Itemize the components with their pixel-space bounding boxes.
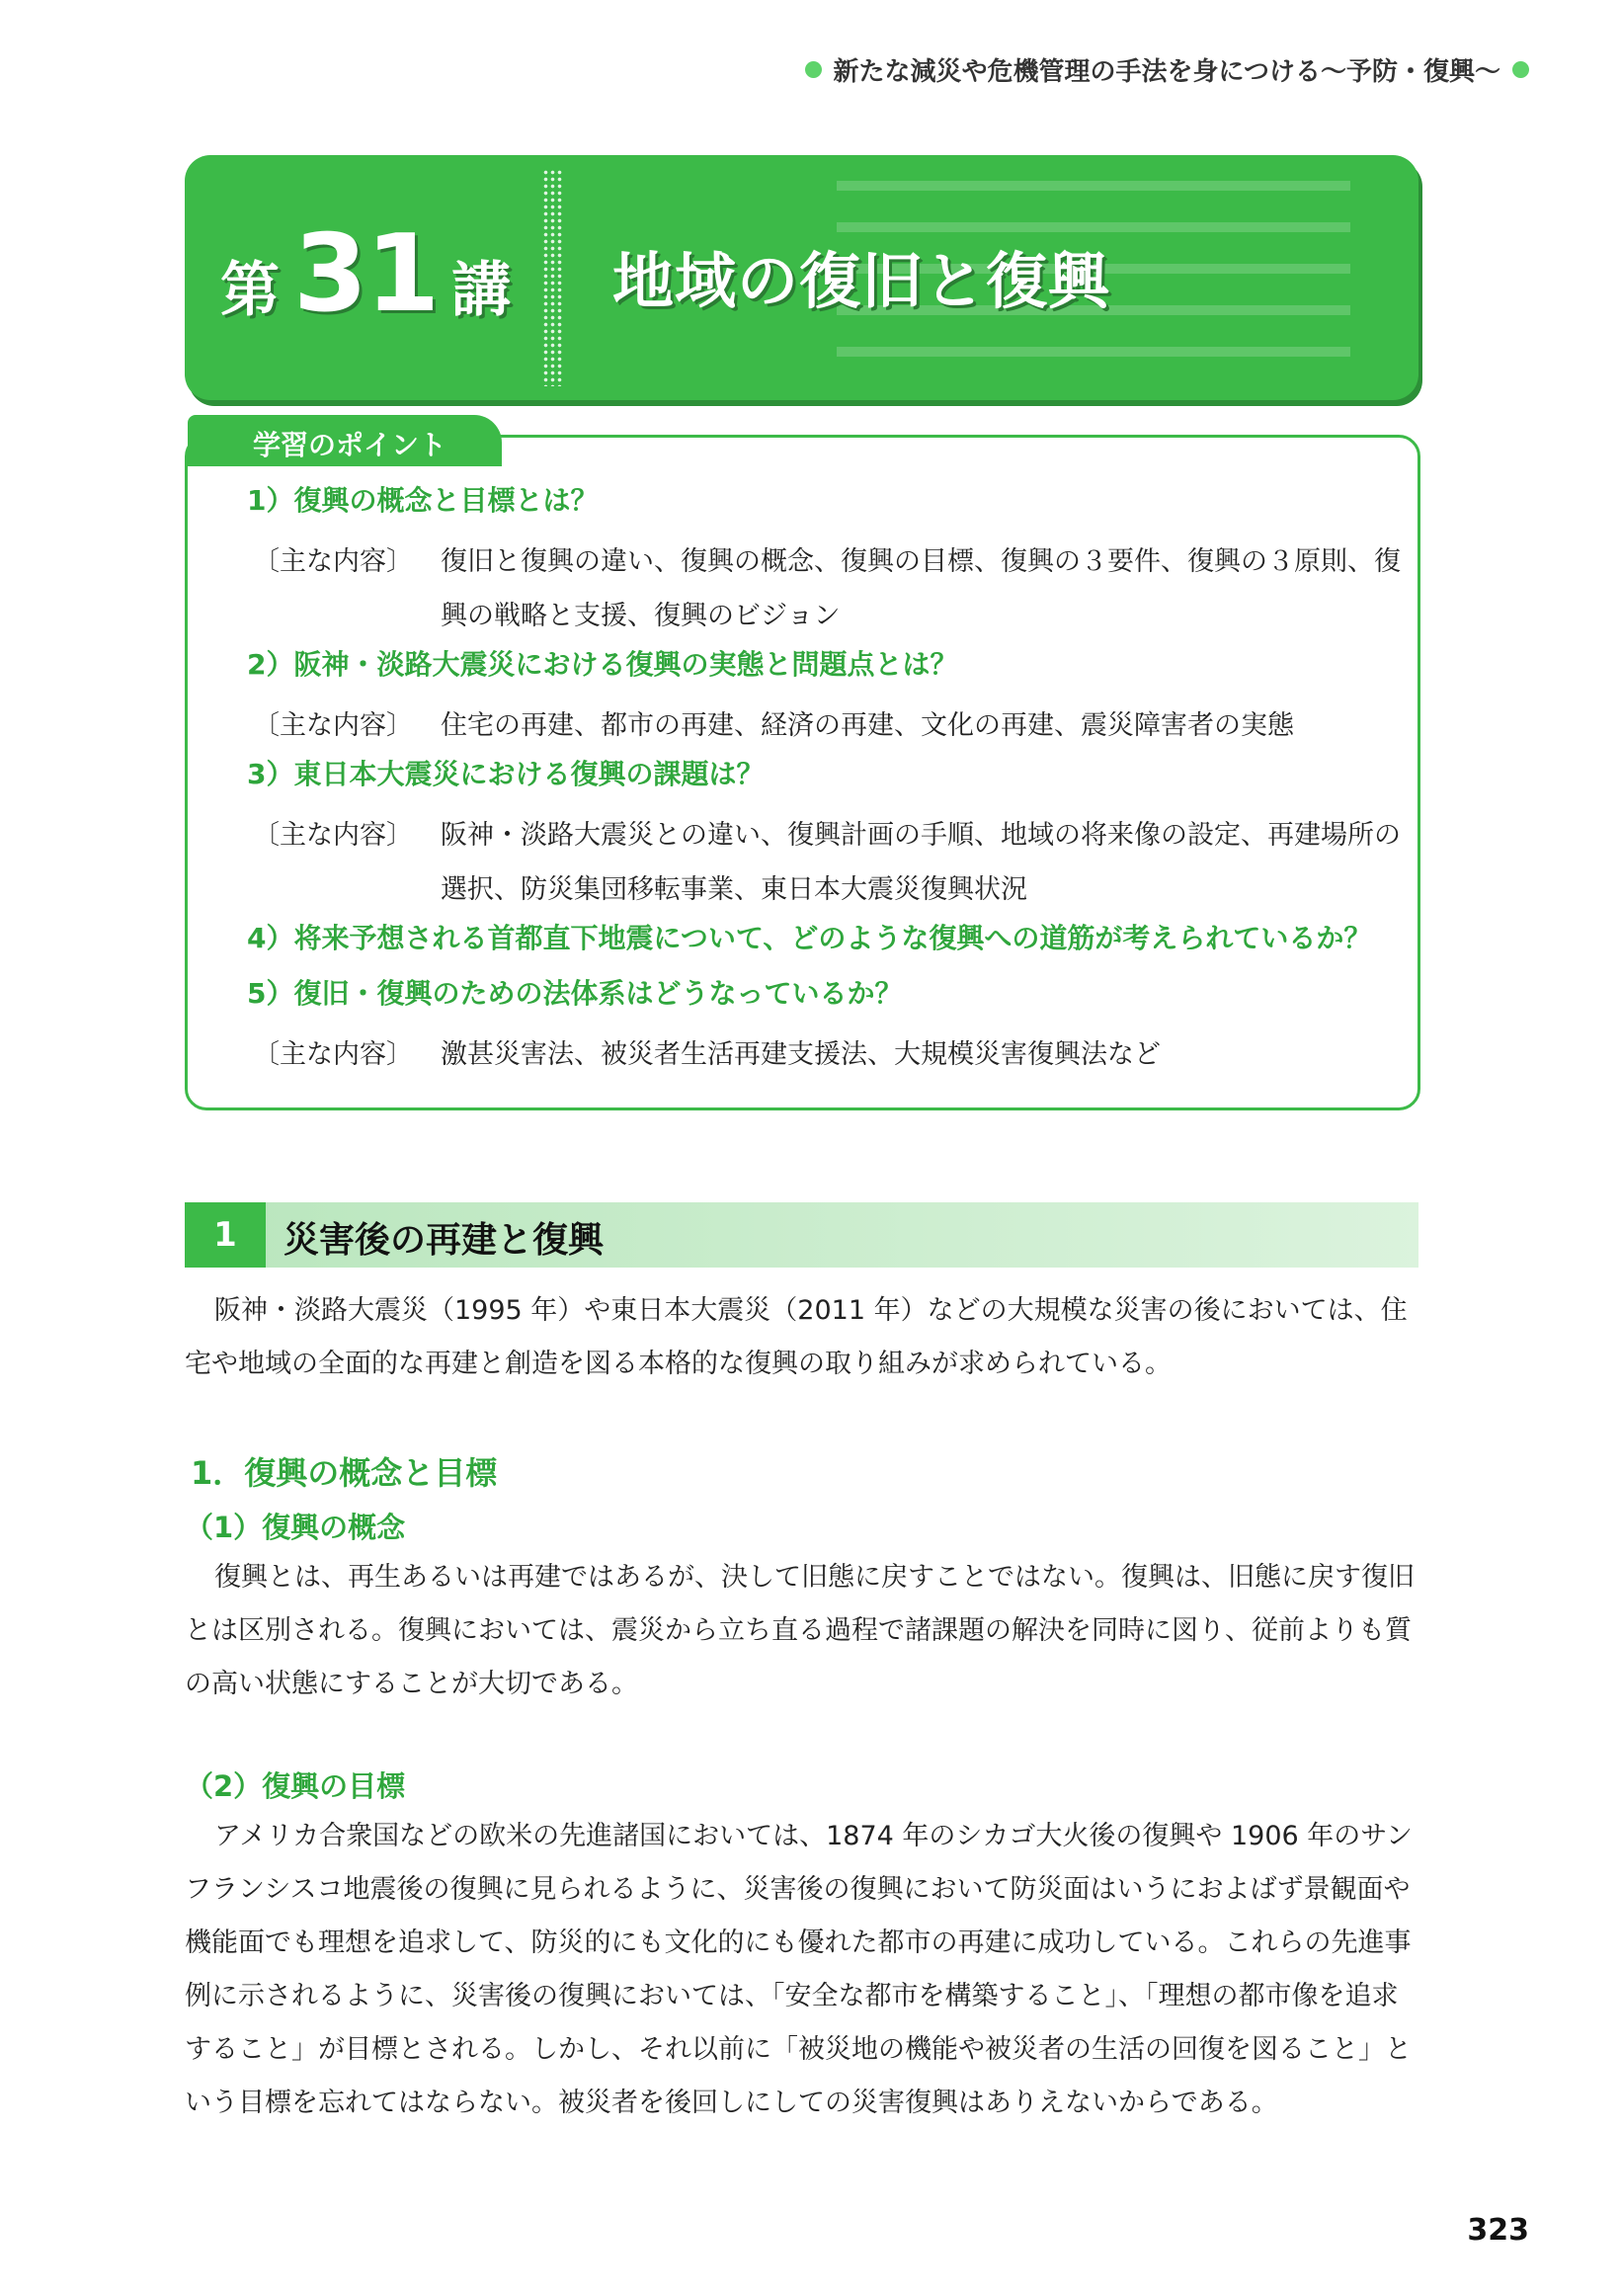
part-text-concept: 復興とは、再生あるいは再建ではあるが、決して旧態に戻すことではない。復興は、旧態に戻す復旧とは区別される。復興においては、震災から立ち直る過程で諸課題の解決を同時に図り、従前よりも質の高い状態にすることが大切である。 xyxy=(185,1562,1415,1699)
learning-point-question: 3）東日本大震災における復興の課題は？ xyxy=(247,758,765,790)
learning-point-question: 1）復興の概念と目標とは？ xyxy=(247,484,599,517)
content-label: 〔主な内容〕 xyxy=(253,710,413,741)
chapter-banner xyxy=(185,155,1418,400)
content-text: 住宅の再建、都市の再建、経済の再建、文化の再建、震災障害者の実態 xyxy=(441,710,1294,741)
part-text-goal: アメリカ合衆国などの欧米の先進諸国においては、1874 年のシカゴ大火後の復興や 1906 年のサンフランシスコ地震後の復興に見られるように、災害後の復興において防災面はいうにおよばず景観面や機能面でも理想を追求して、防災的にも文化的にも優れた都市の再建に成功している。これらの先進事例に示されるように、災害後の復興においては、「安全な都市を構築すること」、「理想の都市像を追求すること」が目標とされる。しかし、それ以前に「被災地の機能や被災者の生活の回復を図ること」という目標を忘れてはならない。被災者を後回しにしての災害復興はありえないからである。 xyxy=(185,1821,1413,2118)
learning-point-item xyxy=(247,479,1403,643)
learning-point-question: 5）復旧・復興のための法体系はどうなっているか？ xyxy=(247,977,903,1010)
chapter-number xyxy=(220,212,511,336)
learning-point-content xyxy=(247,698,1403,753)
part-heading-goal: （2）復興の目標 xyxy=(185,1769,406,1803)
section-title: 災害後の再建と復興 xyxy=(284,1220,605,1261)
learning-point-content xyxy=(247,1027,1403,1082)
learning-point-item xyxy=(247,972,1403,1082)
chapter-number-value: 31 xyxy=(293,212,439,336)
learning-points-heading: 学習のポイント xyxy=(253,429,447,461)
part-heading-concept: （1）復興の概念 xyxy=(185,1511,406,1544)
learning-point-question: 2）阪神・淡路大震災における復興の実態と問題点とは？ xyxy=(247,648,958,681)
learning-point-content xyxy=(247,808,1403,917)
chapter-prefix: 第 xyxy=(220,256,280,325)
chapter-suffix: 講 xyxy=(451,256,512,325)
banner-dotted-divider xyxy=(542,169,564,386)
section-heading xyxy=(185,1202,1418,1268)
learning-points-list xyxy=(247,479,1403,1082)
content-label: 〔主な内容〕 xyxy=(253,546,413,577)
learning-point-item xyxy=(247,643,1403,753)
bullet-dot-icon xyxy=(805,61,822,78)
learning-point-item xyxy=(247,753,1403,917)
learning-point-item xyxy=(247,917,1403,972)
running-header-text: 新たな減災や危機管理の手法を身につける〜予防・復興〜 xyxy=(833,57,1500,87)
content-text: 激甚災害法、被災者生活再建支援法、大規模災害復興法など xyxy=(441,1039,1161,1070)
learning-point-question: 4）将来予想される首都直下地震について、どのような復興への道筋が考えられているか？ xyxy=(247,922,1372,954)
content-label: 〔主な内容〕 xyxy=(253,1039,413,1070)
content-label: 〔主な内容〕 xyxy=(253,820,413,851)
chapter-title: 地域の復旧と復興 xyxy=(612,245,1111,317)
content-text: 復旧と復興の違い、復興の概念、復興の目標、復興の３要件、復興の３原則、復興の戦略と支援、復興のビジョン xyxy=(441,546,1401,631)
content-text: 阪神・淡路大震災との違い、復興計画の手順、地域の将来像の設定、再建場所の選択、防災集団移転事業、東日本大震災復興状況 xyxy=(441,820,1401,905)
page-number: 323 xyxy=(1467,2213,1529,2248)
learning-points-tab xyxy=(188,415,502,466)
learning-point-content xyxy=(247,534,1403,643)
running-header xyxy=(805,51,1529,88)
bullet-dot-icon xyxy=(1512,61,1529,78)
section-number: 1 xyxy=(185,1202,266,1268)
section-intro: 阪神・淡路大震災（1995 年）や東日本大震災（2011 年）などの大規模な災害の後においては、住宅や地域の全面的な再建と創造を図る本格的な復興の取り組みが求められている。 xyxy=(185,1295,1408,1379)
subsection-heading: 1．復興の概念と目標 xyxy=(191,1454,498,1492)
